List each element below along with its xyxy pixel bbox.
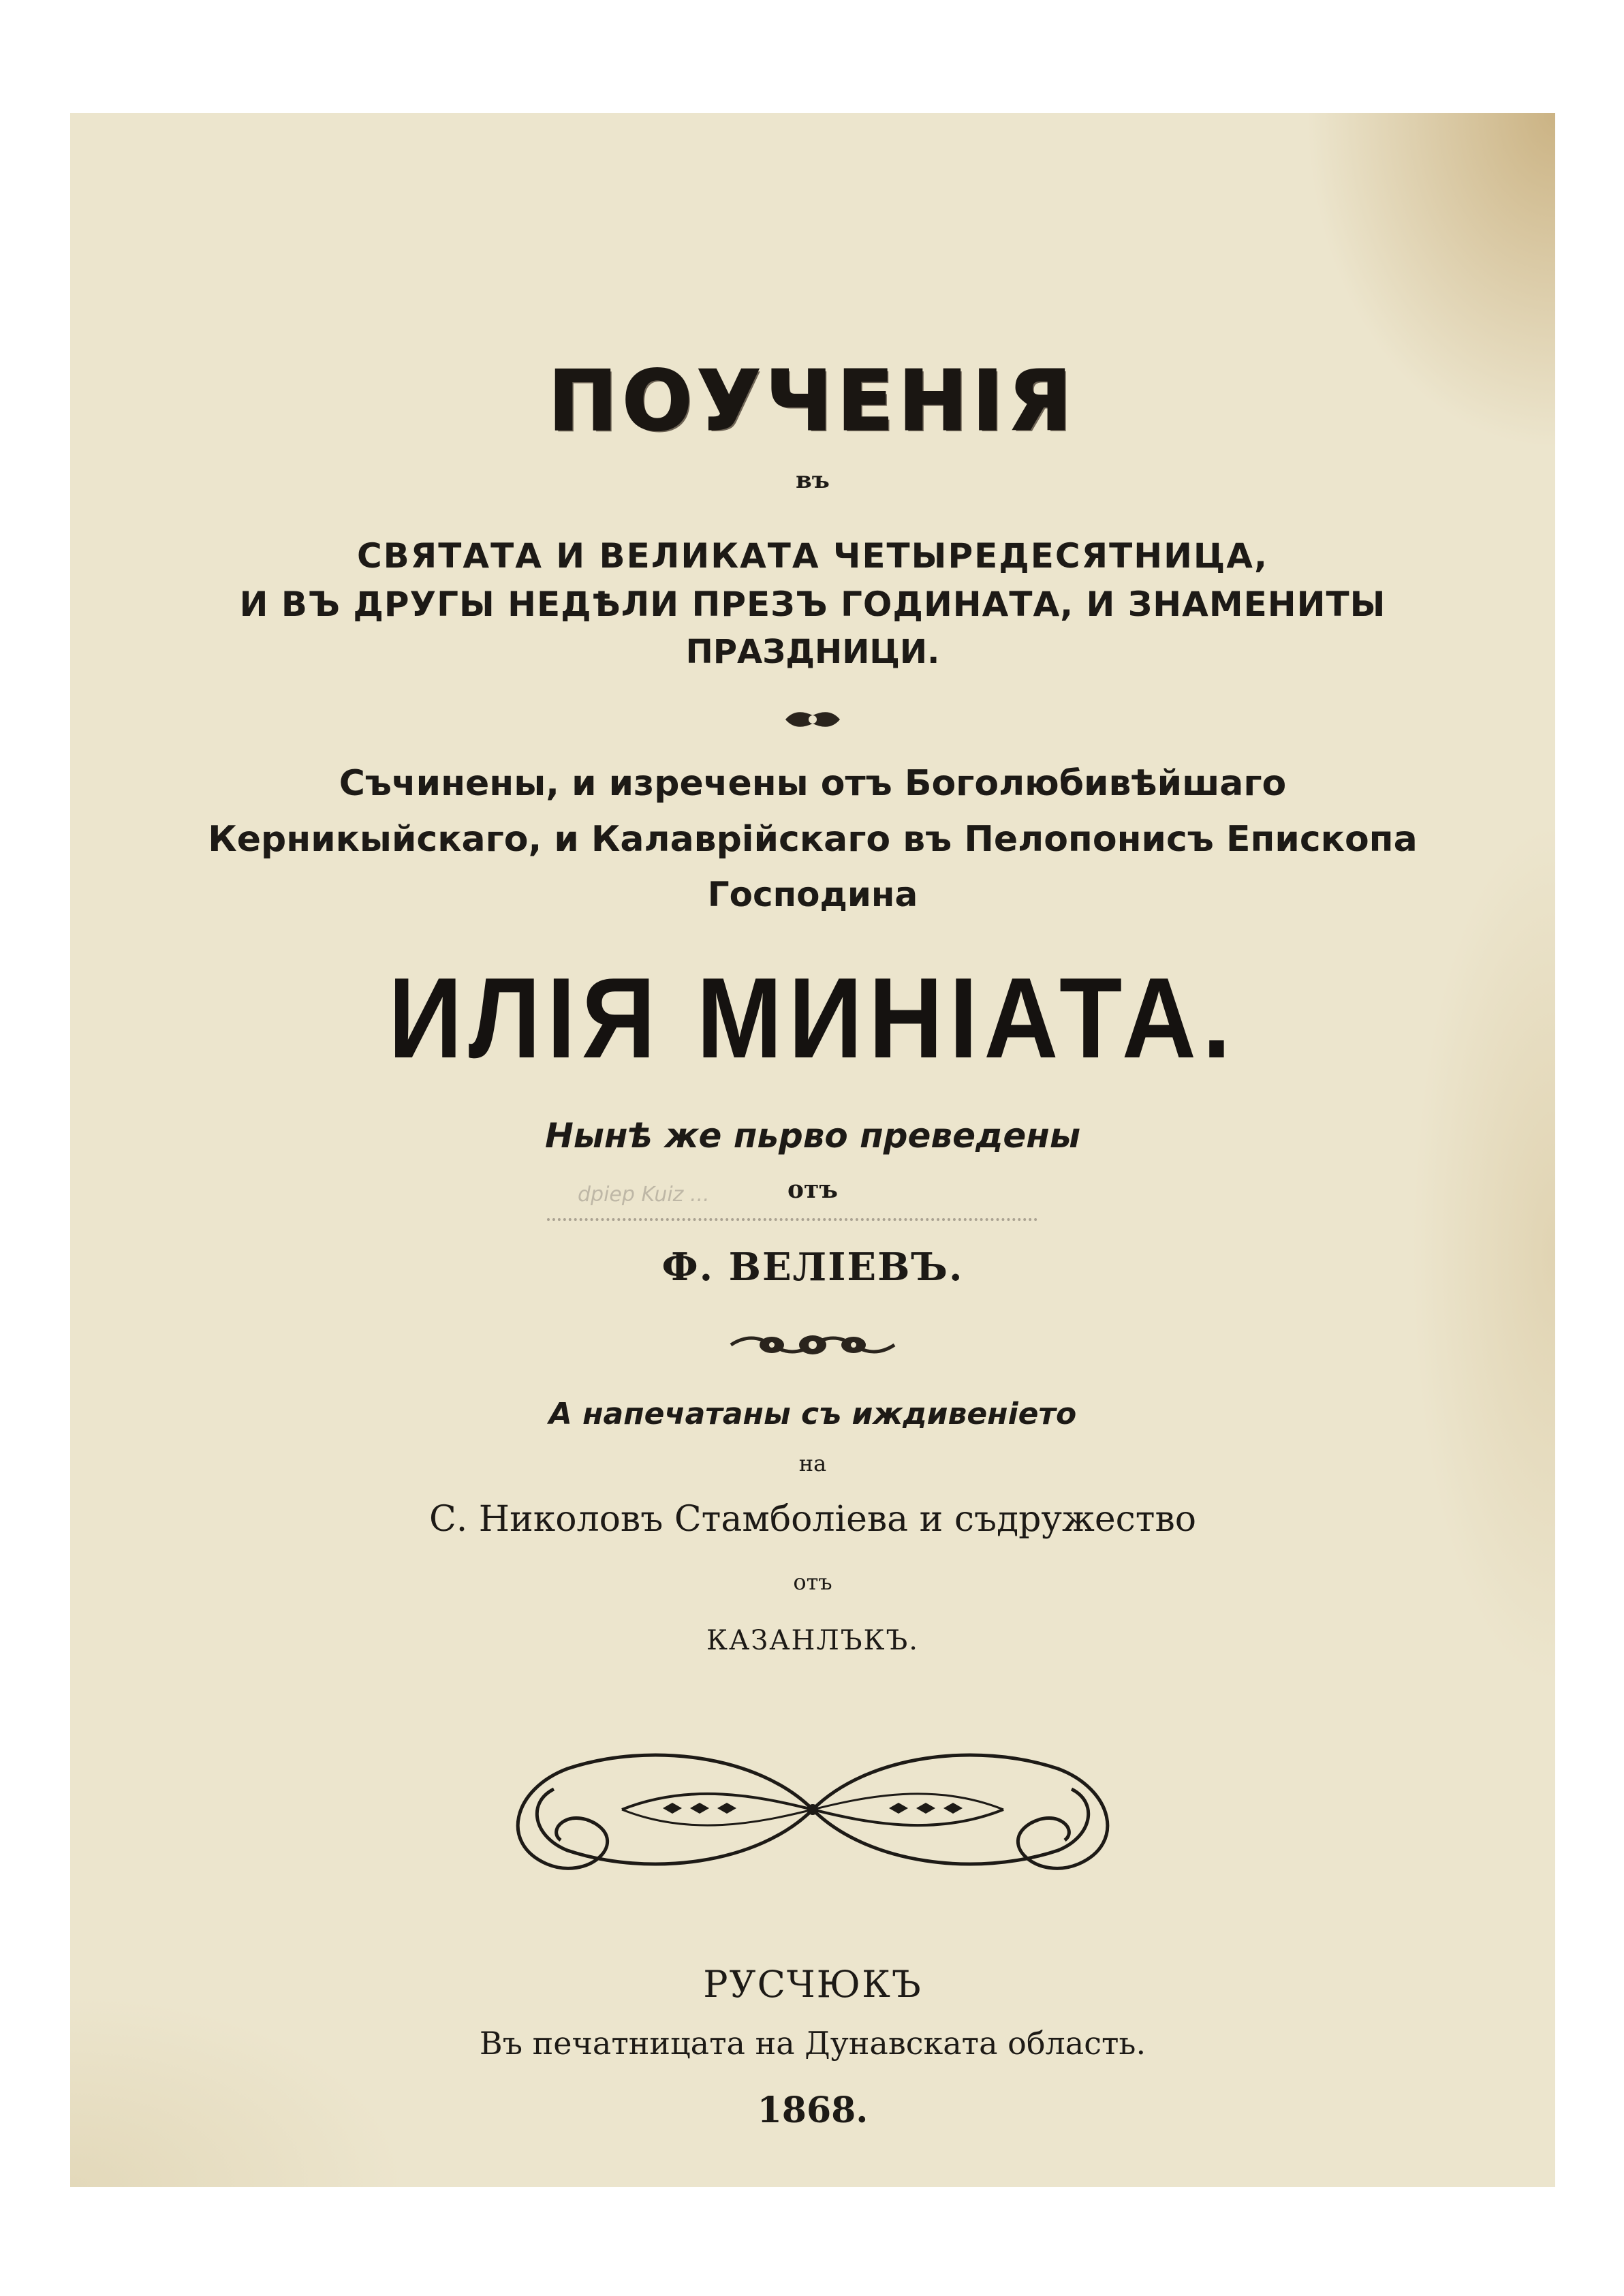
author-line-1: Съчинены, и изречены отъ Боголюбивѣйшаго bbox=[339, 763, 1287, 804]
title-preposition: въ bbox=[796, 467, 830, 494]
translator-name: Ф. ВЕЛІЕВЪ. bbox=[661, 1245, 964, 1290]
handwritten-annotation: dpiep Kuiz ... bbox=[578, 1183, 710, 1207]
printing-line-4: отъ bbox=[793, 1569, 832, 1595]
title-page bbox=[70, 113, 1555, 2187]
author-line-2: Керникыйскаго, и Калаврійскаго въ Пелопонисъ Епископа bbox=[208, 819, 1418, 860]
author-line-3: Господина bbox=[707, 875, 918, 914]
vine-ornament bbox=[724, 1324, 901, 1365]
imprint-year: 1868. bbox=[757, 2090, 869, 2131]
printing-line-5: КАЗАНЛЪКЪ. bbox=[706, 1625, 919, 1656]
imprint-city: РУСЧЮКЪ bbox=[703, 1963, 922, 2006]
subject-line-2: И ВЪ ДРУГЫ НЕДѢЛИ ПРЕЗЪ ГОДИНАТА, И ЗНАМЕНИТЫ bbox=[239, 585, 1386, 624]
printing-line-1: А напечатаны съ иждивеніето bbox=[548, 1397, 1077, 1431]
printing-line-2: на bbox=[798, 1450, 827, 1476]
translation-from: отъ bbox=[787, 1175, 838, 1204]
scroll-flourish-ornament bbox=[486, 1728, 1140, 1891]
translation-line: Нынѣ же пьрво преведены bbox=[544, 1116, 1081, 1155]
imprint-press: Въ печатницата на Дунавската область. bbox=[479, 2025, 1146, 2062]
printing-line-3: С. Николовъ Стамболіева и съдружество bbox=[428, 1499, 1197, 1540]
author-name: ИЛІЯ МИНІАТА. bbox=[388, 954, 1237, 1082]
subject-line-3: ПРАЗДНИЦИ. bbox=[685, 633, 940, 671]
dotted-rule bbox=[547, 1218, 1037, 1221]
book-title: ПОУЧЕНІЯ bbox=[548, 354, 1077, 449]
subject-line-1: СВЯТАТА И ВЕЛИКАТА ЧЕТЫРЕДЕСЯТНИЦА, bbox=[356, 536, 1269, 576]
fleuron-ornament bbox=[782, 706, 843, 733]
